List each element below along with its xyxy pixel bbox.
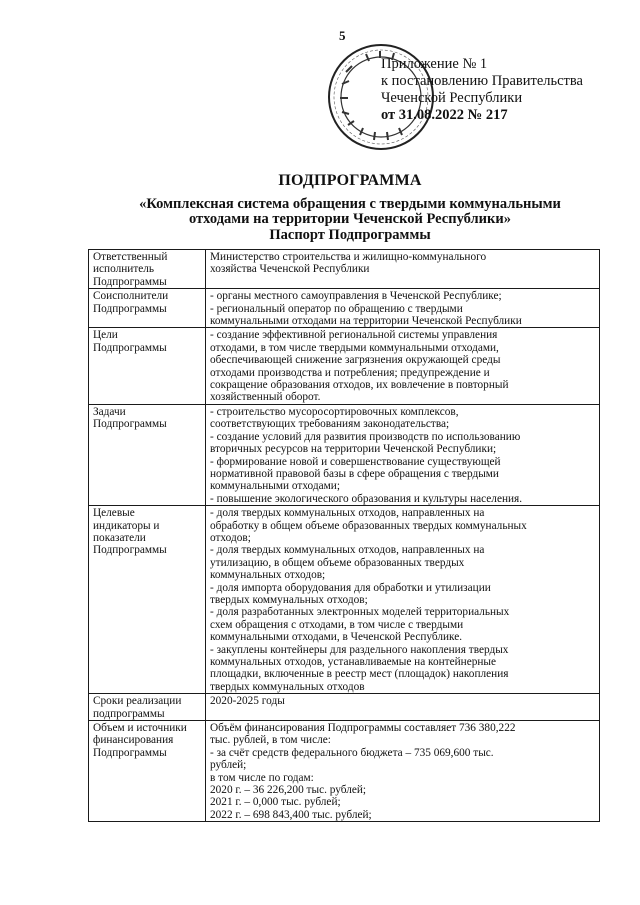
row-content-line: 2021 г. – 0,000 тыс. рублей; — [210, 796, 341, 809]
table-row — [89, 404, 600, 505]
row-content-line: площадки, включенные в реестр мест (площадок) накопления — [210, 668, 509, 681]
row-label-line: Подпрограммы — [93, 418, 167, 431]
row-label-line: финансирования — [93, 734, 174, 747]
row-label-line: Подпрограммы — [93, 544, 167, 557]
appendix-resolution: к постановлению Правительства — [381, 73, 583, 89]
row-content-line: вторичных ресурсов на территории Чеченской Республики; — [210, 443, 497, 456]
row-label-line: исполнитель — [93, 263, 155, 276]
row-label-line: Объем и источники — [93, 722, 187, 735]
row-content-cell — [206, 404, 600, 505]
appendix-republic: Чеченской Республики — [381, 90, 523, 106]
row-label-cell — [89, 328, 206, 404]
row-content-line: отходами производства и потребления; предупреждение и — [210, 366, 490, 379]
row-content-line: твердых коммунальных отходов — [210, 680, 365, 693]
row-content-line: - строительство мусоросортировочных комплексов, — [210, 405, 459, 418]
appendix-block — [381, 56, 583, 124]
row-content-line: коммунальных отходов; — [210, 569, 326, 582]
row-content-line: в том числе по годам: — [210, 771, 314, 784]
row-label-cell — [89, 694, 206, 721]
row-label-line: Задачи — [93, 405, 126, 418]
row-content-line: коммунальных отходов, устанавливаемые на контейнерные — [210, 656, 497, 668]
row-content-line: коммунальными отходами на территории Чеченской Республики — [210, 315, 522, 328]
passport-table-body — [89, 250, 600, 822]
row-content-cell — [206, 289, 600, 328]
appendix-title: Приложение № 1 — [381, 56, 488, 72]
row-content-line: соответствующих требованиям законодательства; — [210, 418, 450, 431]
row-content-line: - создание условий для развития производств по использованию — [210, 430, 521, 443]
row-content-line: нормативной правовой базы в сфере обращения с твердыми — [210, 467, 499, 480]
row-content-line: утилизацию, в общем объеме образованных твердых — [210, 556, 465, 569]
row-label-line: индикаторы и — [93, 519, 160, 532]
row-content-line: - региональный оператор по обращению с твердыми — [210, 302, 463, 315]
row-content-line: тыс. рублей, в том числе: — [210, 734, 331, 747]
row-content-line: - доля разработанных электронных моделей территориальных — [210, 606, 510, 619]
row-content-line: - органы местного самоуправления в Чеченской Республике; — [210, 290, 502, 303]
row-content-cell — [206, 328, 600, 404]
document-title: ПОДПРОГРАММА — [278, 172, 422, 189]
row-content-line: - формирование новой и совершенствование существующей — [210, 455, 501, 468]
row-content-cell — [206, 694, 600, 721]
row-label-cell — [89, 721, 206, 822]
row-content-line: обеспечивающей снижение загрязнения окружающей среды — [210, 354, 501, 367]
row-content-line: 2020 г. – 36 226,200 тыс. рублей; — [210, 784, 367, 797]
row-content-line: 2020-2025 годы — [210, 695, 285, 708]
row-label-cell — [89, 506, 206, 694]
row-content-line: сокращение образования отходов, их вовлечение в повторный — [210, 379, 509, 392]
row-content-line: коммунальными отходами; — [210, 480, 340, 493]
row-label-cell — [89, 250, 206, 289]
row-content-line: рублей; — [210, 759, 247, 772]
table-row — [89, 694, 600, 721]
row-content-line: хозяйства Чеченской Республики — [210, 263, 370, 276]
row-content-line: - доля импорта оборудования для обработки и утилизации — [210, 581, 491, 594]
row-label-line: Ответственный — [93, 251, 168, 263]
table-row — [89, 721, 600, 822]
row-content-line: - доля твердых коммунальных отходов, направленных на — [210, 544, 485, 557]
row-label-cell — [89, 404, 206, 505]
row-content-line: - повышение экологического образования и культуры населения. — [210, 492, 523, 505]
subprogram-name — [100, 197, 600, 227]
row-content-cell — [206, 721, 600, 822]
row-content-line: - за счёт средств федерального бюджета – 735 069,600 тыс. — [210, 746, 494, 759]
passport-heading: Паспорт Подпрограммы — [269, 227, 431, 243]
table-row — [89, 506, 600, 694]
row-content-line: хозяйственный оборот. — [210, 391, 321, 404]
table-row — [89, 289, 600, 328]
row-label-line: Подпрограммы — [93, 341, 167, 354]
row-content-line: обработку в общем объеме образованных твердых коммунальных — [210, 519, 527, 532]
row-label-line: Подпрограммы — [93, 302, 167, 315]
row-label-line: показатели — [93, 531, 146, 544]
row-label-line: подпрограммы — [93, 707, 165, 720]
row-content-line: Объём финансирования Подпрограммы составляет 736 380,222 — [210, 722, 516, 735]
row-content-line: - создание эффективной региональной системы управления — [210, 329, 498, 342]
table-row — [89, 250, 600, 289]
subprogram-name-line-1: «Комплексная система обращения с твердыми коммунальными — [139, 196, 561, 212]
row-content-line: 2022 г. – 698 843,400 тыс. рублей; — [210, 808, 372, 821]
appendix-date: от 31.08.2022 № 217 — [381, 107, 508, 123]
row-content-line: схем обращения с отходами, в том числе с твердыми — [210, 618, 464, 631]
table-row — [89, 328, 600, 404]
row-label-cell — [89, 289, 206, 328]
row-content-line: отходов; — [210, 531, 251, 544]
row-content-line: отходами, в том числе твердыми коммунальными отходами, — [210, 341, 499, 354]
subprogram-name-line-2: отходами на территории Чеченской Республики» — [189, 211, 511, 227]
row-content-line: Министерство строительства и жилищно-коммунального — [210, 251, 487, 263]
row-content-line: - закуплены контейнеры для раздельного накопления твердых — [210, 643, 509, 656]
row-label-line: Целевые — [93, 507, 135, 520]
row-content-cell — [206, 506, 600, 694]
page-number: 5 — [339, 28, 346, 43]
passport-table — [88, 249, 600, 822]
row-label-line: Цели — [93, 329, 118, 342]
row-label-line: Соисполнители — [93, 290, 169, 303]
row-content-line: твердых коммунальных отходов; — [210, 593, 368, 606]
row-label-line: Подпрограммы — [93, 275, 167, 288]
row-content-line: коммунальными отходами, в Чеченской Республике. — [210, 631, 463, 644]
row-label-line: Подпрограммы — [93, 746, 167, 759]
row-content-cell — [206, 250, 600, 289]
row-content-line: - доля твердых коммунальных отходов, направленных на — [210, 507, 485, 520]
row-label-line: Сроки реализации — [93, 695, 182, 708]
